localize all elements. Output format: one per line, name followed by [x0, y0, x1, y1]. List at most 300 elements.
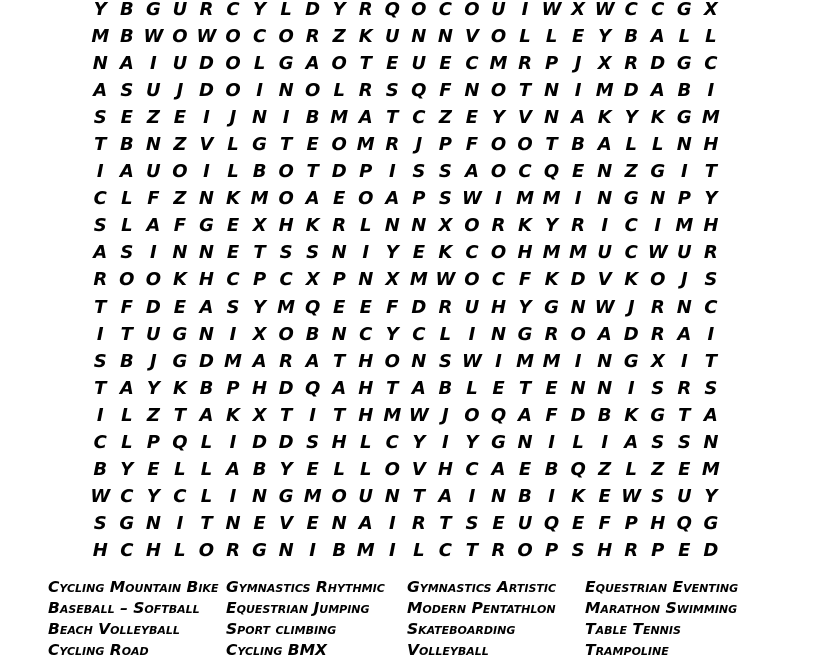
- grid-letter[interactable]: N: [411, 26, 427, 48]
- grid-letter[interactable]: B: [252, 458, 267, 480]
- grid-letter[interactable]: D: [252, 431, 268, 453]
- grid-letter[interactable]: A: [93, 242, 108, 264]
- grid-letter[interactable]: U: [517, 512, 533, 534]
- grid-letter[interactable]: W: [594, 296, 615, 318]
- grid-letter[interactable]: H: [358, 377, 374, 399]
- grid-letter[interactable]: I: [96, 404, 104, 426]
- grid-letter[interactable]: O: [119, 269, 135, 291]
- grid-letter[interactable]: S: [385, 80, 399, 102]
- grid-letter[interactable]: K: [544, 269, 559, 291]
- grid-letter[interactable]: D: [411, 296, 427, 318]
- grid-letter[interactable]: I: [468, 323, 476, 345]
- grid-letter[interactable]: I: [601, 431, 609, 453]
- grid-letter[interactable]: W: [621, 485, 642, 507]
- grid-letter[interactable]: Z: [598, 458, 612, 480]
- grid-letter[interactable]: C: [438, 0, 452, 20]
- grid-letter[interactable]: N: [570, 377, 586, 399]
- grid-letter[interactable]: I: [96, 323, 104, 345]
- grid-letter[interactable]: E: [518, 458, 532, 480]
- grid-letter[interactable]: D: [623, 323, 639, 345]
- grid-letter[interactable]: Y: [491, 107, 505, 129]
- grid-letter[interactable]: H: [597, 539, 613, 561]
- grid-letter[interactable]: C: [385, 431, 399, 453]
- grid-letter[interactable]: Z: [146, 404, 160, 426]
- grid-letter[interactable]: X: [597, 53, 612, 75]
- grid-letter[interactable]: M: [383, 404, 402, 426]
- grid-letter[interactable]: C: [704, 296, 718, 318]
- grid-letter[interactable]: F: [439, 80, 452, 102]
- grid-letter[interactable]: I: [680, 350, 688, 372]
- grid-letter[interactable]: I: [309, 539, 316, 561]
- grid-letter[interactable]: L: [360, 215, 372, 237]
- grid-letter[interactable]: I: [150, 53, 157, 75]
- grid-letter[interactable]: V: [597, 269, 612, 291]
- grid-letter[interactable]: T: [439, 512, 452, 534]
- grid-letter[interactable]: I: [362, 242, 370, 264]
- grid-letter[interactable]: N: [597, 377, 613, 399]
- grid-letter[interactable]: A: [624, 431, 639, 453]
- grid-letter[interactable]: M: [224, 350, 242, 372]
- grid-letter[interactable]: Z: [438, 107, 452, 129]
- grid-letter[interactable]: E: [678, 539, 691, 561]
- grid-letter[interactable]: O: [411, 0, 427, 20]
- grid-letter[interactable]: U: [491, 0, 506, 20]
- grid-letter[interactable]: O: [517, 539, 533, 561]
- grid-letter[interactable]: R: [358, 80, 373, 102]
- grid-letter[interactable]: T: [518, 80, 532, 102]
- grid-letter[interactable]: O: [464, 269, 480, 291]
- grid-letter[interactable]: G: [252, 539, 267, 561]
- grid-letter[interactable]: S: [465, 512, 479, 534]
- grid-letter[interactable]: C: [226, 269, 240, 291]
- grid-letter[interactable]: T: [704, 350, 717, 372]
- grid-letter[interactable]: N: [703, 431, 719, 453]
- grid-letter[interactable]: I: [229, 323, 237, 345]
- grid-letter[interactable]: X: [252, 404, 267, 426]
- grid-letter[interactable]: N: [331, 323, 347, 345]
- grid-letter[interactable]: F: [465, 134, 479, 156]
- grid-letter[interactable]: M: [277, 296, 296, 318]
- grid-letter[interactable]: B: [305, 107, 320, 129]
- grid-letter[interactable]: O: [225, 53, 241, 75]
- grid-letter[interactable]: M: [330, 107, 349, 129]
- grid-letter[interactable]: V: [518, 107, 532, 129]
- grid-letter[interactable]: Y: [120, 458, 134, 480]
- grid-letter[interactable]: A: [119, 161, 134, 183]
- grid-letter[interactable]: K: [438, 242, 453, 264]
- grid-letter[interactable]: I: [229, 431, 237, 453]
- grid-letter[interactable]: W: [196, 26, 217, 48]
- grid-letter[interactable]: C: [624, 0, 638, 20]
- grid-letter[interactable]: G: [172, 350, 188, 372]
- grid-letter[interactable]: I: [388, 539, 396, 561]
- grid-letter[interactable]: R: [624, 539, 639, 561]
- grid-letter[interactable]: E: [333, 296, 346, 318]
- grid-letter[interactable]: N: [92, 53, 108, 75]
- grid-letter[interactable]: A: [119, 377, 134, 399]
- grid-letter[interactable]: M: [409, 269, 428, 291]
- grid-letter[interactable]: E: [439, 53, 452, 75]
- grid-letter[interactable]: X: [438, 215, 453, 237]
- grid-letter[interactable]: E: [120, 107, 133, 129]
- grid-letter[interactable]: P: [438, 134, 452, 156]
- grid-letter[interactable]: O: [278, 323, 294, 345]
- grid-letter[interactable]: S: [120, 80, 134, 102]
- grid-letter[interactable]: T: [253, 242, 266, 264]
- grid-letter[interactable]: A: [411, 377, 426, 399]
- grid-letter[interactable]: R: [491, 539, 506, 561]
- grid-letter[interactable]: N: [411, 215, 427, 237]
- grid-letter[interactable]: B: [597, 404, 612, 426]
- grid-letter[interactable]: K: [518, 215, 532, 237]
- grid-letter[interactable]: W: [408, 404, 429, 426]
- grid-letter[interactable]: G: [145, 0, 161, 20]
- grid-letter[interactable]: K: [226, 188, 240, 210]
- grid-letter[interactable]: I: [388, 512, 396, 534]
- grid-letter[interactable]: A: [226, 458, 240, 480]
- grid-letter[interactable]: J: [574, 53, 582, 75]
- grid-letter[interactable]: O: [278, 161, 294, 183]
- grid-letter[interactable]: F: [386, 296, 399, 318]
- grid-letter[interactable]: M: [250, 188, 269, 210]
- grid-letter[interactable]: I: [574, 350, 582, 372]
- grid-letter[interactable]: G: [278, 485, 294, 507]
- grid-letter[interactable]: F: [120, 296, 133, 318]
- grid-letter[interactable]: S: [651, 431, 665, 453]
- grid-letter[interactable]: U: [172, 0, 188, 20]
- grid-letter[interactable]: R: [385, 134, 400, 156]
- grid-letter[interactable]: S: [704, 377, 718, 399]
- grid-letter[interactable]: G: [676, 53, 692, 75]
- grid-letter[interactable]: A: [305, 188, 320, 210]
- grid-letter[interactable]: R: [624, 53, 639, 75]
- grid-letter[interactable]: Q: [570, 458, 586, 480]
- grid-letter[interactable]: L: [174, 539, 186, 561]
- grid-letter[interactable]: P: [544, 53, 559, 75]
- grid-letter[interactable]: U: [676, 485, 692, 507]
- grid-letter[interactable]: P: [412, 188, 426, 210]
- grid-letter[interactable]: G: [199, 215, 214, 237]
- grid-letter[interactable]: M: [516, 188, 534, 210]
- grid-letter[interactable]: W: [462, 188, 482, 210]
- grid-letter[interactable]: V: [279, 512, 294, 534]
- grid-letter[interactable]: T: [279, 134, 293, 156]
- grid-letter[interactable]: E: [226, 242, 240, 264]
- grid-letter[interactable]: N: [597, 188, 613, 210]
- grid-letter[interactable]: O: [464, 404, 480, 426]
- grid-letter[interactable]: Y: [598, 26, 612, 48]
- grid-letter[interactable]: T: [545, 134, 558, 156]
- grid-letter[interactable]: N: [411, 350, 427, 372]
- grid-letter[interactable]: P: [332, 269, 346, 291]
- grid-letter[interactable]: O: [490, 80, 507, 102]
- grid-letter[interactable]: D: [198, 350, 214, 372]
- grid-letter[interactable]: C: [518, 161, 532, 183]
- grid-letter[interactable]: S: [651, 377, 665, 399]
- grid-letter[interactable]: E: [571, 161, 585, 183]
- grid-letter[interactable]: F: [147, 188, 160, 210]
- grid-letter[interactable]: R: [544, 323, 559, 345]
- grid-letter[interactable]: Y: [253, 0, 267, 20]
- grid-letter[interactable]: L: [333, 458, 345, 480]
- grid-letter[interactable]: L: [174, 458, 186, 480]
- grid-letter[interactable]: R: [226, 539, 240, 561]
- grid-letter[interactable]: Y: [385, 323, 399, 345]
- grid-letter[interactable]: H: [358, 350, 374, 372]
- grid-letter[interactable]: E: [571, 26, 585, 48]
- grid-letter[interactable]: C: [279, 269, 293, 291]
- grid-letter[interactable]: N: [172, 242, 188, 264]
- grid-letter[interactable]: D: [570, 269, 586, 291]
- grid-letter[interactable]: H: [252, 377, 268, 399]
- grid-letter[interactable]: O: [172, 26, 188, 48]
- grid-letter[interactable]: W: [90, 485, 111, 507]
- grid-letter[interactable]: K: [624, 404, 639, 426]
- grid-letter[interactable]: R: [305, 26, 320, 48]
- grid-letter[interactable]: A: [571, 107, 586, 129]
- grid-letter[interactable]: N: [252, 485, 268, 507]
- grid-letter[interactable]: E: [306, 134, 319, 156]
- grid-letter[interactable]: S: [571, 539, 585, 561]
- grid-letter[interactable]: L: [466, 377, 478, 399]
- grid-letter[interactable]: E: [147, 458, 160, 480]
- grid-letter[interactable]: I: [654, 215, 662, 237]
- grid-letter[interactable]: S: [93, 350, 107, 372]
- grid-letter[interactable]: A: [518, 404, 532, 426]
- grid-letter[interactable]: L: [413, 539, 425, 561]
- grid-letter[interactable]: B: [252, 161, 267, 183]
- grid-letter[interactable]: N: [278, 80, 294, 102]
- grid-letter[interactable]: U: [146, 323, 161, 345]
- grid-letter[interactable]: N: [358, 269, 374, 291]
- grid-letter[interactable]: L: [200, 431, 213, 453]
- grid-letter[interactable]: E: [412, 242, 425, 264]
- grid-letter[interactable]: S: [677, 431, 691, 453]
- grid-letter[interactable]: C: [226, 0, 240, 20]
- grid-letter[interactable]: U: [146, 161, 161, 183]
- grid-letter[interactable]: S: [306, 431, 320, 453]
- grid-letter[interactable]: N: [198, 323, 214, 345]
- grid-letter[interactable]: C: [624, 242, 638, 264]
- grid-letter[interactable]: E: [226, 215, 240, 237]
- grid-letter[interactable]: S: [93, 107, 107, 129]
- grid-letter[interactable]: N: [544, 107, 560, 129]
- grid-letter[interactable]: D: [305, 0, 321, 20]
- grid-letter[interactable]: D: [570, 404, 586, 426]
- grid-letter[interactable]: C: [120, 485, 134, 507]
- grid-letter[interactable]: P: [252, 269, 267, 291]
- grid-letter[interactable]: Y: [412, 431, 426, 453]
- grid-letter[interactable]: A: [199, 404, 214, 426]
- grid-letter[interactable]: A: [650, 26, 665, 48]
- grid-letter[interactable]: N: [570, 296, 586, 318]
- grid-letter[interactable]: O: [464, 215, 480, 237]
- grid-letter[interactable]: S: [412, 161, 426, 183]
- grid-letter[interactable]: R: [677, 377, 692, 399]
- grid-letter[interactable]: I: [495, 188, 502, 210]
- grid-letter[interactable]: Y: [624, 107, 638, 129]
- grid-letter[interactable]: A: [464, 161, 479, 183]
- grid-letter[interactable]: Q: [676, 512, 692, 534]
- grid-letter[interactable]: Y: [704, 485, 718, 507]
- grid-letter[interactable]: N: [464, 80, 480, 102]
- grid-letter[interactable]: R: [438, 296, 453, 318]
- grid-letter[interactable]: F: [518, 269, 532, 291]
- grid-letter[interactable]: M: [91, 26, 110, 48]
- grid-letter[interactable]: E: [253, 512, 266, 534]
- grid-letter[interactable]: N: [252, 107, 268, 129]
- grid-letter[interactable]: F: [173, 215, 187, 237]
- grid-letter[interactable]: K: [172, 269, 187, 291]
- grid-letter[interactable]: O: [490, 134, 507, 156]
- grid-letter[interactable]: N: [544, 80, 560, 102]
- grid-letter[interactable]: U: [464, 296, 480, 318]
- grid-letter[interactable]: L: [360, 431, 372, 453]
- grid-letter[interactable]: C: [252, 26, 267, 48]
- grid-letter[interactable]: H: [278, 215, 294, 237]
- grid-letter[interactable]: C: [704, 53, 718, 75]
- grid-letter[interactable]: I: [282, 107, 290, 129]
- grid-letter[interactable]: P: [677, 188, 691, 210]
- grid-letter[interactable]: O: [464, 0, 480, 20]
- grid-letter[interactable]: W: [462, 350, 482, 372]
- grid-letter[interactable]: L: [705, 26, 717, 48]
- grid-letter[interactable]: A: [93, 80, 108, 102]
- grid-letter[interactable]: L: [121, 215, 133, 237]
- grid-letter[interactable]: V: [411, 458, 426, 480]
- grid-letter[interactable]: N: [384, 215, 400, 237]
- grid-letter[interactable]: W: [435, 269, 456, 291]
- grid-letter[interactable]: N: [597, 161, 613, 183]
- grid-letter[interactable]: A: [332, 377, 347, 399]
- grid-letter[interactable]: N: [198, 242, 214, 264]
- grid-letter[interactable]: H: [517, 242, 533, 264]
- grid-letter[interactable]: U: [146, 80, 161, 102]
- grid-letter[interactable]: N: [650, 188, 666, 210]
- grid-letter[interactable]: P: [226, 377, 240, 399]
- grid-letter[interactable]: E: [492, 377, 505, 399]
- grid-letter[interactable]: W: [541, 0, 562, 20]
- grid-letter[interactable]: T: [518, 377, 532, 399]
- grid-letter[interactable]: V: [464, 26, 479, 48]
- grid-letter[interactable]: Q: [172, 431, 188, 453]
- grid-letter[interactable]: A: [650, 80, 665, 102]
- grid-letter[interactable]: R: [279, 350, 294, 372]
- grid-letter[interactable]: H: [490, 296, 507, 318]
- grid-letter[interactable]: R: [703, 242, 718, 264]
- grid-letter[interactable]: U: [172, 53, 188, 75]
- grid-letter[interactable]: L: [519, 26, 531, 48]
- grid-letter[interactable]: G: [650, 161, 666, 183]
- grid-letter[interactable]: Q: [411, 80, 427, 102]
- grid-letter[interactable]: S: [226, 296, 240, 318]
- grid-letter[interactable]: G: [623, 350, 639, 372]
- grid-letter[interactable]: M: [516, 350, 534, 372]
- grid-letter[interactable]: E: [386, 53, 399, 75]
- grid-letter[interactable]: M: [595, 80, 614, 102]
- grid-letter[interactable]: A: [491, 458, 506, 480]
- grid-letter[interactable]: R: [491, 215, 506, 237]
- grid-letter[interactable]: Q: [384, 0, 400, 20]
- grid-letter[interactable]: O: [358, 188, 374, 210]
- grid-letter[interactable]: A: [703, 404, 718, 426]
- grid-letter[interactable]: I: [707, 80, 715, 102]
- grid-letter[interactable]: C: [465, 458, 479, 480]
- grid-letter[interactable]: O: [198, 539, 215, 561]
- grid-letter[interactable]: X: [571, 0, 586, 20]
- grid-letter[interactable]: U: [676, 242, 692, 264]
- grid-letter[interactable]: I: [96, 161, 104, 183]
- grid-letter[interactable]: M: [701, 458, 720, 480]
- grid-letter[interactable]: G: [491, 431, 506, 453]
- grid-letter[interactable]: E: [333, 188, 346, 210]
- grid-letter[interactable]: Y: [385, 242, 399, 264]
- grid-letter[interactable]: N: [145, 512, 161, 534]
- grid-letter[interactable]: P: [624, 512, 638, 534]
- grid-letter[interactable]: G: [676, 0, 692, 20]
- grid-letter[interactable]: M: [489, 53, 508, 75]
- grid-letter[interactable]: T: [704, 161, 717, 183]
- grid-letter[interactable]: O: [384, 458, 400, 480]
- grid-letter[interactable]: I: [203, 107, 210, 129]
- grid-letter[interactable]: P: [651, 539, 665, 561]
- grid-letter[interactable]: D: [623, 80, 639, 102]
- grid-letter[interactable]: T: [678, 404, 691, 426]
- grid-letter[interactable]: B: [544, 458, 559, 480]
- grid-letter[interactable]: G: [650, 404, 666, 426]
- grid-letter[interactable]: X: [252, 323, 267, 345]
- grid-letter[interactable]: H: [358, 404, 374, 426]
- grid-letter[interactable]: F: [545, 404, 558, 426]
- grid-letter[interactable]: T: [94, 296, 107, 318]
- grid-letter[interactable]: T: [333, 404, 346, 426]
- grid-letter[interactable]: A: [438, 485, 453, 507]
- grid-letter[interactable]: O: [570, 323, 586, 345]
- grid-letter[interactable]: A: [146, 215, 161, 237]
- grid-letter[interactable]: D: [703, 539, 719, 561]
- grid-letter[interactable]: N: [331, 512, 347, 534]
- grid-letter[interactable]: T: [94, 134, 107, 156]
- grid-letter[interactable]: E: [598, 485, 611, 507]
- grid-letter[interactable]: S: [438, 350, 452, 372]
- grid-letter[interactable]: Q: [490, 404, 507, 426]
- grid-letter[interactable]: R: [199, 0, 214, 20]
- grid-letter[interactable]: L: [625, 134, 637, 156]
- grid-letter[interactable]: E: [306, 512, 319, 534]
- grid-letter[interactable]: L: [280, 0, 292, 20]
- grid-letter[interactable]: O: [172, 161, 188, 183]
- grid-letter[interactable]: M: [569, 242, 588, 264]
- grid-letter[interactable]: G: [517, 323, 533, 345]
- grid-letter[interactable]: L: [227, 134, 239, 156]
- grid-letter[interactable]: T: [94, 377, 107, 399]
- grid-letter[interactable]: N: [225, 512, 241, 534]
- grid-letter[interactable]: G: [676, 107, 692, 129]
- grid-letter[interactable]: B: [677, 80, 692, 102]
- grid-letter[interactable]: M: [701, 107, 720, 129]
- grid-letter[interactable]: M: [542, 242, 561, 264]
- grid-letter[interactable]: K: [650, 107, 665, 129]
- grid-letter[interactable]: L: [200, 485, 213, 507]
- grid-letter[interactable]: L: [439, 323, 452, 345]
- grid-letter[interactable]: D: [198, 53, 214, 75]
- grid-letter[interactable]: I: [707, 323, 715, 345]
- grid-letter[interactable]: D: [278, 377, 294, 399]
- grid-letter[interactable]: E: [492, 512, 505, 534]
- grid-letter[interactable]: L: [625, 458, 637, 480]
- grid-letter[interactable]: C: [93, 431, 107, 453]
- grid-letter[interactable]: I: [388, 161, 396, 183]
